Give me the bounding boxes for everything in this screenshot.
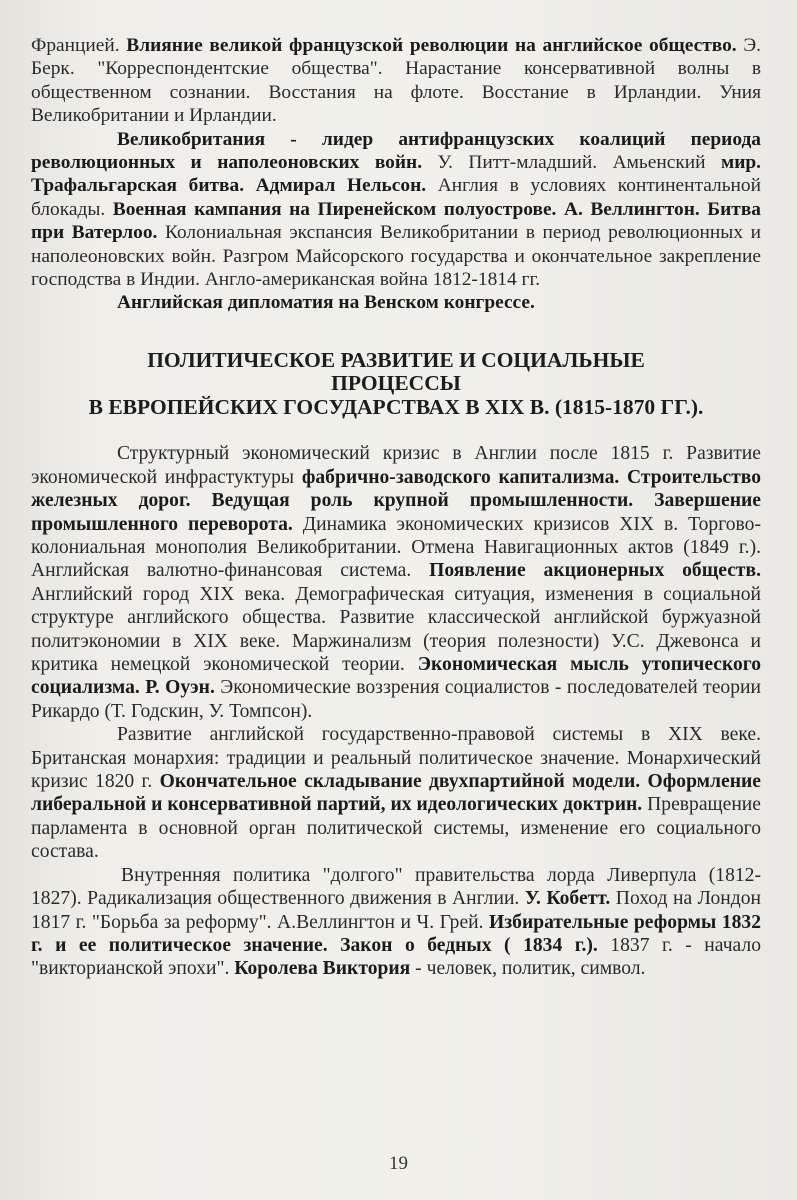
paragraph-vienna-congress [31,291,761,314]
heading-line: В ЕВРОПЕЙСКИХ ГОСУДАРСТВАХ В XIX В. (1815-1870 ГГ.). [88,394,704,419]
text-run: Колониальная экспансия Великобритании в период революционных и наполеоновских войн. Разгром Майсорского государства и окончательное закрепление господства в Индии. Англо-американская война 1812-1814 гг. [31,222,761,291]
bold-run: фабрично-заводского капитализма. Строительство железных дорог. Ведущая роль крупной промышленности. Завершение промышленного переворота. [31,466,761,535]
text-run: Францией. [31,35,127,56]
paragraph-state-legal-system [31,723,761,863]
text-run: Англия в условиях континентальной блокады. [31,175,761,220]
bold-run: Избирательные реформы 1832 г. и ее политическое значение. Закон о бедных ( 1834 г.). [31,911,761,956]
section-heading [31,349,761,420]
bold-run: Влияние великой французской революции на английское общество. [126,35,737,56]
text-run: 1837 г. - начало "викторианской эпохи". [31,934,761,980]
paragraph-economic-crisis [31,442,761,723]
paragraph-anti-french-coalitions [31,128,761,292]
bold-run: Появление акционерных обществ. [429,560,762,582]
text-run: - человек, политик, символ. [410,958,646,980]
bold-run: Военная кампания на Пиренейском полуострове. А. Веллингтон. Битва при Ватерлоо. [31,198,761,244]
bold-run: Экономическая мысль утопического социализма. Р. Оуэн. [31,654,761,699]
heading-line: ПОЛИТИЧЕСКОЕ РАЗВИТИЕ И СОЦИАЛЬНЫЕ [147,347,645,372]
bold-run: У. Кобетт. [524,888,611,910]
text-run: Поход на Лондон 1817 г. "Борьба за реформу". А.Веллингтон и Ч. Грей. [31,888,761,933]
text-run: Экономические воззрения социалистов - последователей теории Рикардо (Т. Годскин, У. Томпсон). [31,677,761,722]
text-run: Э. Берк. "Корреспондентские общества". Нарастание консервативной волны в общественном сознании. Восстания на флоте. Восстание в Ирландии. Уния Великобритании и Ирландии. [31,35,762,127]
paragraph-domestic-policy [31,864,761,981]
text-run: Превращение парламента в основной орган политической системы, изменение его социального состава. [31,794,761,863]
section-body [31,442,761,980]
text-run: Динамика экономических кризисов XIX в. Торгово-колониальная монополия Великобритании. Отмена Навигационных актов (1849 г.). Английская валютно-финансовая система. [31,513,761,582]
bold-run: Великобритания - лидер антифранцузских коалиций периода революционных и наполеоновских войн. [31,128,761,174]
text-run: Английский город XIX века. Демографическая ситуация, изменения в социальной структуре английского общества. Развитие классической английской буржуазной политэкономии в XIX веке. Маржинализм (теория полезности) У.С. Джевонса и критика немецкой экономической теории. [31,583,761,676]
heading-line: ПРОЦЕССЫ [331,371,461,396]
text-run: Развитие английской государственно-правовой системы в XIX веке. Британская монархия: традиции и реальный политическое значение. Монархический кризис 1820 г. [31,724,761,793]
page-number: 19 [389,1153,408,1174]
bold-run: Королева Виктория [234,958,411,980]
paragraph-french-revolution-influence [31,34,761,128]
page-text [31,34,761,981]
text-run: Структурный экономический кризис в Англии после 1815 г. Развитие экономической инфрастуктуры [31,443,761,488]
bold-run: мир. Трафальгарская битва. Адмирал Нельсон. [31,152,761,197]
bold-run: Окончательное складывание двухпартийной модели. Оформление либеральной и консервативной партий, их идеологических доктрин. [31,771,761,816]
bold-run: Английская дипломатия на Венском конгрессе. [117,292,535,314]
text-run: Внутренняя политика "долгого" правительства лорда Ливерпула (1812-1827). Радикализация общественного движения в Англии. [31,864,761,910]
text-run: У. Питт-младший. Амьенский [422,152,721,174]
